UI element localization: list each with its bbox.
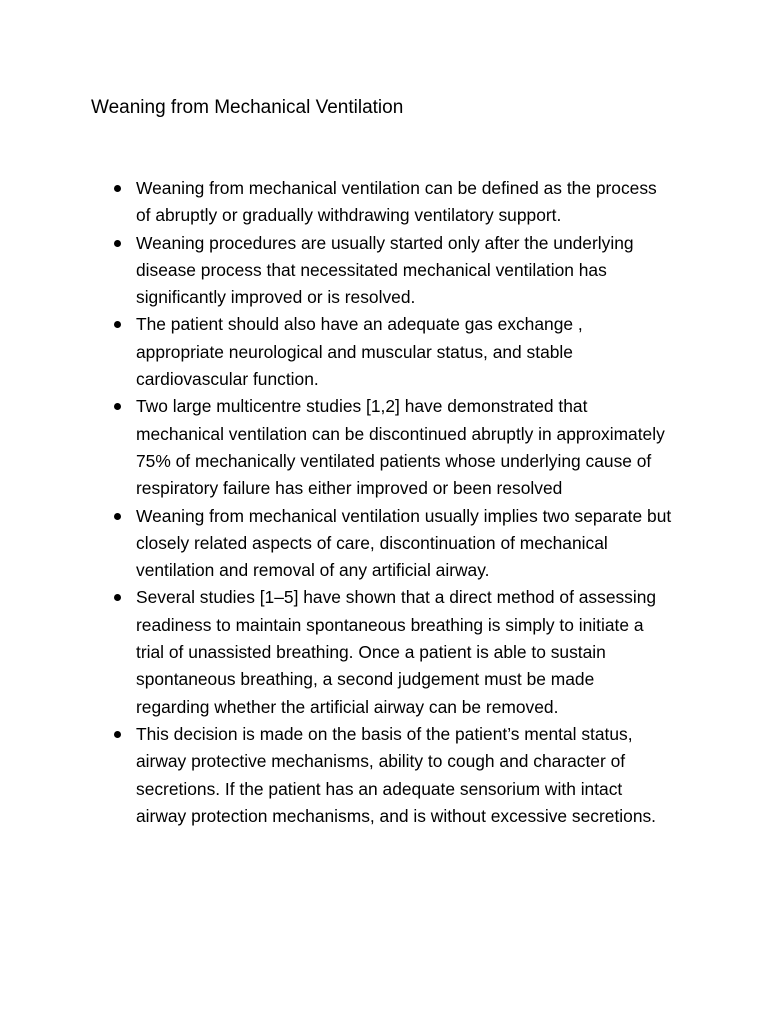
bullet-dot-icon xyxy=(114,321,121,328)
bullet-item xyxy=(112,721,672,830)
bullet-text: The patient should also have an adequate gas exchange , appropriate neurological and muscular status, and stable cardiovascular function. xyxy=(136,314,583,390)
bullet-item xyxy=(112,230,672,312)
bullet-item xyxy=(112,584,672,720)
bullet-text: Weaning from mechanical ventilation can be defined as the process of abruptly or gradually withdrawing ventilatory support. xyxy=(136,178,657,226)
document-title: Weaning from Mechanical Ventilation xyxy=(91,97,404,118)
bullet-dot-icon xyxy=(114,240,121,247)
bullet-dot-icon xyxy=(114,185,121,192)
bullet-item xyxy=(112,311,672,393)
bullet-item xyxy=(112,503,672,585)
bullet-text: Weaning procedures are usually started only after the underlying disease process that necessitated mechanical ventilation has significantly improved or is resolved. xyxy=(136,232,634,308)
bullet-item xyxy=(112,393,672,502)
bullet-item xyxy=(112,175,672,230)
bullet-dot-icon xyxy=(114,594,121,601)
bullet-dot-icon xyxy=(114,513,121,520)
bullet-text: Weaning from mechanical ventilation usually implies two separate but closely related aspects of care, discontinuation of mechanical ventilation and removal of any artificial airway. xyxy=(136,505,672,581)
bullet-text: Two large multicentre studies [1,2] have demonstrated that mechanical ventilation can be discontinued abruptly in approximately 75% of mechanically ventilated patients whose underlying cause of respiratory failure has either improved or been resolved xyxy=(136,396,665,499)
bullet-dot-icon xyxy=(114,731,121,738)
bullet-text: This decision is made on the basis of the patient’s mental status, airway protective mechanisms, ability to cough and character of secretions. If the patient has an adequate sensorium with intact airway protection mechanisms, and is without excessive secretions. xyxy=(136,723,657,826)
bullet-dot-icon xyxy=(114,403,121,410)
bullet-text: Several studies [1–5] have shown that a direct method of assessing readiness to maintain spontaneous breathing is simply to initiate a trial of unassisted breathing. Once a patient is able to sustain spontaneous breathing, a second judgement must be made regarding whether the artificial airway can be removed. xyxy=(136,587,657,717)
bullet-list xyxy=(112,175,672,830)
